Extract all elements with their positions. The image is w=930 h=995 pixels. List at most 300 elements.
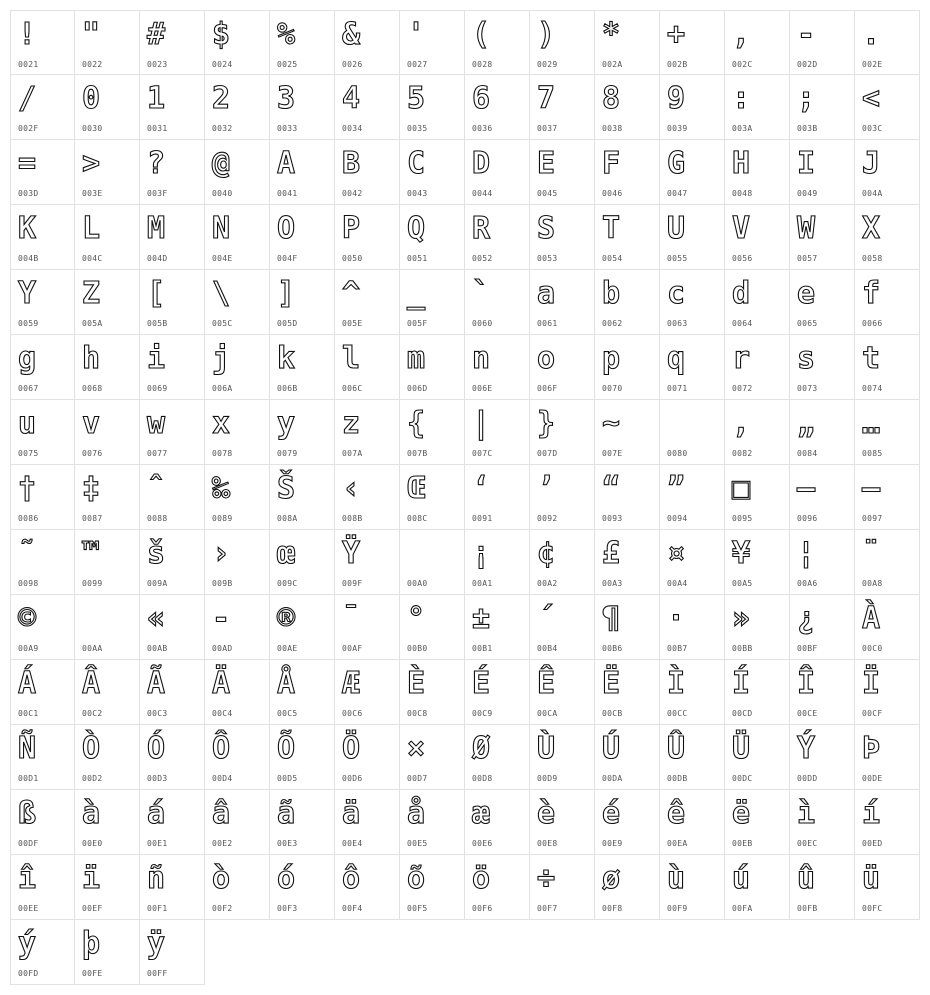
- glyph-char: 9: [667, 81, 686, 116]
- glyph-cell-003a: [725, 75, 790, 140]
- glyph-cell-00e0: [75, 790, 140, 855]
- glyph-code: 00CA: [537, 709, 558, 718]
- glyph-char: „: [797, 406, 816, 441]
- glyph-cell-00e2: [205, 790, 270, 855]
- glyph-code: 0052: [472, 254, 493, 263]
- glyph-char: Q: [407, 211, 426, 246]
- glyph-char: ú: [732, 861, 751, 896]
- glyph-cell-0082: [725, 400, 790, 465]
- glyph-code: 0030: [82, 124, 103, 133]
- glyph-cell-00c3: [140, 660, 205, 725]
- glyph-cell-0079: [270, 400, 335, 465]
- glyph-code: 0097: [862, 514, 883, 523]
- glyph-cell-005a: [75, 270, 140, 335]
- glyph-char: T: [602, 211, 621, 246]
- glyph-cell-0097: [855, 465, 920, 530]
- glyph-char: Á: [18, 666, 37, 701]
- glyph-char: Ö: [342, 731, 361, 766]
- glyph-cell-004a: [855, 140, 920, 205]
- glyph-code: 0043: [407, 189, 428, 198]
- glyph-code: 0098: [18, 579, 39, 588]
- glyph-code: 00EC: [797, 839, 818, 848]
- glyph-cell-0068: [75, 335, 140, 400]
- glyph-cell-009a: [140, 530, 205, 595]
- glyph-code: 00C6: [342, 709, 363, 718]
- glyph-cell-00f6: [465, 855, 530, 920]
- glyph-code: 0067: [18, 384, 39, 393]
- glyph-code: 005E: [342, 319, 363, 328]
- glyph-code: 00A0: [407, 579, 428, 588]
- glyph-cell-00a4: [660, 530, 725, 595]
- glyph-cell-0076: [75, 400, 140, 465]
- glyph-char: >: [82, 146, 101, 181]
- glyph-cell-0051: [400, 205, 465, 270]
- glyph-char: i: [147, 341, 166, 376]
- glyph-char: Ÿ: [342, 536, 361, 571]
- glyph-char: Ë: [602, 666, 621, 701]
- glyph-char: ±: [472, 601, 491, 636]
- glyph-cell-0053: [530, 205, 595, 270]
- glyph-cell-0034: [335, 75, 400, 140]
- glyph-cell-00fa: [725, 855, 790, 920]
- glyph-cell-0067: [10, 335, 75, 400]
- glyph-char: q: [667, 341, 686, 376]
- glyph-cell-009b: [205, 530, 270, 595]
- glyph-cell-0029: [530, 10, 595, 75]
- glyph-char: Œ: [407, 471, 426, 506]
- glyph-char: ¶: [602, 601, 621, 636]
- glyph-cell-0096: [790, 465, 855, 530]
- glyph-cell-008b: [335, 465, 400, 530]
- glyph-cell-00c4: [205, 660, 270, 725]
- glyph-cell-00ce: [790, 660, 855, 725]
- glyph-code: 0027: [407, 60, 428, 69]
- glyph-char: c: [667, 276, 686, 311]
- glyph-cell-0054: [595, 205, 660, 270]
- glyph-code: 0077: [147, 449, 168, 458]
- glyph-code: 004C: [82, 254, 103, 263]
- glyph-cell-00bb: [725, 595, 790, 660]
- glyph-cell-004e: [205, 205, 270, 270]
- glyph-code: 006B: [277, 384, 298, 393]
- glyph-code: 0059: [18, 319, 39, 328]
- glyph-cell-0026: [335, 10, 400, 75]
- glyph-code: 00D3: [147, 774, 168, 783]
- glyph-cell-0061: [530, 270, 595, 335]
- glyph-code: 0082: [732, 449, 753, 458]
- glyph-code: 0049: [797, 189, 818, 198]
- glyph-char: ô: [342, 861, 361, 896]
- glyph-code: 0036: [472, 124, 493, 133]
- glyph-cell-0072: [725, 335, 790, 400]
- glyph-cell-0039: [660, 75, 725, 140]
- glyph-char: ñ: [147, 861, 166, 896]
- glyph-char: ‹: [342, 471, 361, 506]
- glyph-char: é: [602, 796, 621, 831]
- glyph-char: M: [147, 211, 166, 246]
- glyph-char: X: [862, 211, 881, 246]
- glyph-char: :: [732, 81, 751, 116]
- glyph-cell-00aa: [75, 595, 140, 660]
- glyph-char: g: [18, 341, 37, 376]
- glyph-char: –: [797, 471, 816, 506]
- glyph-cell-00a8: [855, 530, 920, 595]
- glyph-code: 0060: [472, 319, 493, 328]
- glyph-cell-0086: [10, 465, 75, 530]
- glyph-cell-006d: [400, 335, 465, 400]
- glyph-cell-0066: [855, 270, 920, 335]
- glyph-cell-0077: [140, 400, 205, 465]
- glyph-code: 0022: [82, 60, 103, 69]
- glyph-code: 003C: [862, 124, 883, 133]
- glyph-cell-002a: [595, 10, 660, 75]
- glyph-cell-00cf: [855, 660, 920, 725]
- glyph-cell-00e3: [270, 790, 335, 855]
- glyph-cell-00b7: [660, 595, 725, 660]
- glyph-cell-0093: [595, 465, 660, 530]
- glyph-code: 00D2: [82, 774, 103, 783]
- glyph-cell-0088: [140, 465, 205, 530]
- glyph-char: Í: [732, 666, 751, 701]
- glyph-char: $: [212, 17, 231, 52]
- glyph-code: 00CC: [667, 709, 688, 718]
- glyph-code: 0041: [277, 189, 298, 198]
- glyph-code: 00ED: [862, 839, 883, 848]
- glyph-code: 005C: [212, 319, 233, 328]
- glyph-char: #: [147, 17, 166, 52]
- glyph-char: A: [277, 146, 296, 181]
- glyph-cell-0031: [140, 75, 205, 140]
- glyph-code: 00B6: [602, 644, 623, 653]
- glyph-cell-00c1: [10, 660, 75, 725]
- glyph-cell-005c: [205, 270, 270, 335]
- glyph-code: 008C: [407, 514, 428, 523]
- glyph-code: 00E6: [472, 839, 493, 848]
- glyph-char: @: [212, 146, 231, 181]
- glyph-char: D: [472, 146, 491, 181]
- glyph-cell-007a: [335, 400, 400, 465]
- glyph-cell-00a1: [465, 530, 530, 595]
- glyph-code: 00A6: [797, 579, 818, 588]
- glyph-char: õ: [407, 861, 426, 896]
- glyph-cell-00dd: [790, 725, 855, 790]
- glyph-code: 0055: [667, 254, 688, 263]
- glyph-char: û: [797, 861, 816, 896]
- glyph-char: Ä: [212, 666, 231, 701]
- glyph-cell-0041: [270, 140, 335, 205]
- glyph-char: 4: [342, 81, 361, 116]
- glyph-char: □: [732, 471, 751, 506]
- glyph-code: 00F2: [212, 904, 233, 913]
- glyph-char: ¿: [797, 601, 816, 636]
- glyph-code: 0064: [732, 319, 753, 328]
- glyph-char: E: [537, 146, 556, 181]
- glyph-code: 00BB: [732, 644, 753, 653]
- glyph-code: 004F: [277, 254, 298, 263]
- glyph-code: 00F9: [667, 904, 688, 913]
- glyph-code: 00FF: [147, 969, 168, 978]
- glyph-code: 0087: [82, 514, 103, 523]
- glyph-cell-00fd: [10, 920, 75, 985]
- glyph-char: ;: [797, 81, 816, 116]
- glyph-cell-002c: [725, 10, 790, 75]
- glyph-code: 00C9: [472, 709, 493, 718]
- glyph-cell-0063: [660, 270, 725, 335]
- glyph-cell-0078: [205, 400, 270, 465]
- glyph-cell-00fe: [75, 920, 140, 985]
- glyph-code: 00AF: [342, 644, 363, 653]
- glyph-code: 003F: [147, 189, 168, 198]
- glyph-cell-002b: [660, 10, 725, 75]
- glyph-code: 00F5: [407, 904, 428, 913]
- glyph-char: ê: [667, 796, 686, 831]
- glyph-code: 0094: [667, 514, 688, 523]
- glyph-code: 002F: [18, 124, 39, 133]
- glyph-char: œ: [277, 536, 296, 571]
- glyph-code: 0085: [862, 449, 883, 458]
- glyph-code: 00AE: [277, 644, 298, 653]
- glyph-code: 0096: [797, 514, 818, 523]
- glyph-cell-00ec: [790, 790, 855, 855]
- glyph-char: Ñ: [18, 731, 37, 766]
- glyph-char: Ò: [82, 731, 101, 766]
- glyph-code: 00EE: [18, 904, 39, 913]
- glyph-char: _: [407, 276, 426, 311]
- glyph-code: 009B: [212, 579, 233, 588]
- glyph-cell-007b: [400, 400, 465, 465]
- glyph-char: e: [797, 276, 816, 311]
- glyph-cell-00b4: [530, 595, 595, 660]
- glyph-code: 0069: [147, 384, 168, 393]
- glyph-code: 0031: [147, 124, 168, 133]
- glyph-char: 6: [472, 81, 491, 116]
- glyph-code: 0048: [732, 189, 753, 198]
- glyph-cell-0094: [660, 465, 725, 530]
- glyph-cell-003e: [75, 140, 140, 205]
- glyph-char: 3: [277, 81, 296, 116]
- glyph-cell-00ed: [855, 790, 920, 855]
- glyph-cell-00f4: [335, 855, 400, 920]
- glyph-char: Ü: [732, 731, 751, 766]
- glyph-char: `: [472, 276, 491, 311]
- glyph-cell-0091: [465, 465, 530, 530]
- glyph-code: 004D: [147, 254, 168, 263]
- glyph-char: y: [277, 406, 296, 441]
- glyph-cell-0035: [400, 75, 465, 140]
- glyph-code: 00A4: [667, 579, 688, 588]
- glyph-cell-00ee: [10, 855, 75, 920]
- glyph-cell-0049: [790, 140, 855, 205]
- glyph-code: 0025: [277, 60, 298, 69]
- glyph-cell-0056: [725, 205, 790, 270]
- glyph-code: 0088: [147, 514, 168, 523]
- glyph-char: à: [82, 796, 101, 831]
- glyph-code: 00EF: [82, 904, 103, 913]
- glyph-char: Â: [82, 666, 101, 701]
- glyph-code: 0050: [342, 254, 363, 263]
- glyph-char: ¤: [667, 536, 686, 571]
- glyph-char: Ù: [537, 731, 556, 766]
- glyph-char: s: [797, 341, 816, 376]
- glyph-code: 00C8: [407, 709, 428, 718]
- glyph-char: p: [602, 341, 621, 376]
- glyph-code: 00C5: [277, 709, 298, 718]
- glyph-cell-0037: [530, 75, 595, 140]
- glyph-cell-002d: [790, 10, 855, 75]
- glyph-cell-0046: [595, 140, 660, 205]
- glyph-char: ¯: [342, 601, 361, 636]
- glyph-code: 00F4: [342, 904, 363, 913]
- glyph-cell-00f9: [660, 855, 725, 920]
- glyph-code: 0058: [862, 254, 883, 263]
- glyph-cell-005b: [140, 270, 205, 335]
- glyph-code: 00AD: [212, 644, 233, 653]
- glyph-code: 002C: [732, 60, 753, 69]
- glyph-code: 00E2: [212, 839, 233, 848]
- glyph-code: 007D: [537, 449, 558, 458]
- glyph-char: …: [862, 406, 881, 441]
- glyph-cell-00f7: [530, 855, 595, 920]
- glyph-cell-004c: [75, 205, 140, 270]
- glyph-cell-00d9: [530, 725, 595, 790]
- glyph-cell-00c5: [270, 660, 335, 725]
- glyph-char: Û: [667, 731, 686, 766]
- glyph-code: 00B0: [407, 644, 428, 653]
- glyph-char: £: [602, 536, 621, 571]
- glyph-cell-0045: [530, 140, 595, 205]
- glyph-cell-0057: [790, 205, 855, 270]
- glyph-char: !: [18, 17, 37, 52]
- glyph-cell-00e1: [140, 790, 205, 855]
- glyph-cell-00f1: [140, 855, 205, 920]
- glyph-code: 006A: [212, 384, 233, 393]
- glyph-char: Ï: [862, 666, 881, 701]
- glyph-code: 0084: [797, 449, 818, 458]
- glyph-cell-00b6: [595, 595, 660, 660]
- glyph-char: B: [342, 146, 361, 181]
- glyph-code: 0051: [407, 254, 428, 263]
- glyph-code: 00FD: [18, 969, 39, 978]
- glyph-code: 003B: [797, 124, 818, 133]
- glyph-code: 0045: [537, 189, 558, 198]
- glyph-char: I: [797, 146, 816, 181]
- glyph-char: ): [537, 17, 556, 52]
- glyph-code: 0039: [667, 124, 688, 133]
- glyph-char: Š: [277, 471, 296, 506]
- glyph-code: 0046: [602, 189, 623, 198]
- glyph-char: r: [732, 341, 751, 376]
- glyph-cell-0021: [10, 10, 75, 75]
- glyph-code: 003D: [18, 189, 39, 198]
- glyph-code: 002E: [862, 60, 883, 69]
- glyph-cell-0047: [660, 140, 725, 205]
- glyph-char: R: [472, 211, 491, 246]
- glyph-char: F: [602, 146, 621, 181]
- glyph-code: 009A: [147, 579, 168, 588]
- glyph-code: 00B1: [472, 644, 493, 653]
- glyph-cell-0069: [140, 335, 205, 400]
- glyph-char: í: [862, 796, 881, 831]
- glyph-cell-007e: [595, 400, 660, 465]
- glyph-char: 5: [407, 81, 426, 116]
- glyph-cell-0040: [205, 140, 270, 205]
- glyph-code: 0086: [18, 514, 39, 523]
- glyph-char: ó: [277, 861, 296, 896]
- glyph-cell-00a2: [530, 530, 595, 595]
- glyph-code: 0035: [407, 124, 428, 133]
- glyph-code: 004B: [18, 254, 39, 263]
- glyph-code: 00D8: [472, 774, 493, 783]
- glyph-char: C: [407, 146, 426, 181]
- glyph-cell-00d2: [75, 725, 140, 790]
- glyph-code: 0032: [212, 124, 233, 133]
- glyph-char: O: [277, 211, 296, 246]
- glyph-char: °: [407, 601, 426, 636]
- glyph-cell-0092: [530, 465, 595, 530]
- glyph-cell-0075: [10, 400, 75, 465]
- glyph-char: ·: [667, 601, 686, 636]
- glyph-cell-0044: [465, 140, 530, 205]
- glyph-cell-0033: [270, 75, 335, 140]
- glyph-cell-00a5: [725, 530, 790, 595]
- glyph-char: &: [342, 17, 361, 52]
- glyph-code: 00DF: [18, 839, 39, 848]
- glyph-cell-002e: [855, 10, 920, 75]
- glyph-char: ï: [82, 861, 101, 896]
- glyph-code: 00DC: [732, 774, 753, 783]
- glyph-code: 0024: [212, 60, 233, 69]
- glyph-cell-00ad: [205, 595, 270, 660]
- glyph-cell-00ff: [140, 920, 205, 985]
- glyph-char: G: [667, 146, 686, 181]
- glyph-cell-00d3: [140, 725, 205, 790]
- glyph-code: 00FE: [82, 969, 103, 978]
- glyph-char: ®: [277, 601, 296, 636]
- glyph-cell-0030: [75, 75, 140, 140]
- glyph-code: 0042: [342, 189, 363, 198]
- glyph-char: ˆ: [147, 471, 166, 506]
- glyph-code: 0093: [602, 514, 623, 523]
- glyph-char: 8: [602, 81, 621, 116]
- glyph-char: |: [472, 406, 491, 441]
- glyph-char: ù: [667, 861, 686, 896]
- glyph-cell-00a3: [595, 530, 660, 595]
- glyph-cell-00de: [855, 725, 920, 790]
- glyph-code: 005D: [277, 319, 298, 328]
- glyph-code: 00CB: [602, 709, 623, 718]
- glyph-cell-003f: [140, 140, 205, 205]
- glyph-char: j: [212, 341, 231, 376]
- glyph-cell-00e6: [465, 790, 530, 855]
- glyph-char: P: [342, 211, 361, 246]
- glyph-cell-006c: [335, 335, 400, 400]
- glyph-cell-0025: [270, 10, 335, 75]
- glyph-cell-0042: [335, 140, 400, 205]
- glyph-char: ¥: [732, 536, 751, 571]
- glyph-char: å: [407, 796, 426, 831]
- glyph-char: d: [732, 276, 751, 311]
- glyph-char: u: [18, 406, 37, 441]
- glyph-char: 1: [147, 81, 166, 116]
- glyph-code: 00C0: [862, 644, 883, 653]
- glyph-code: 0065: [797, 319, 818, 328]
- glyph-char: 2: [212, 81, 231, 116]
- glyph-code: 0062: [602, 319, 623, 328]
- glyph-cell-0059: [10, 270, 75, 335]
- glyph-code: 00B7: [667, 644, 688, 653]
- glyph-code: 00E1: [147, 839, 168, 848]
- glyph-cell-00cb: [595, 660, 660, 725]
